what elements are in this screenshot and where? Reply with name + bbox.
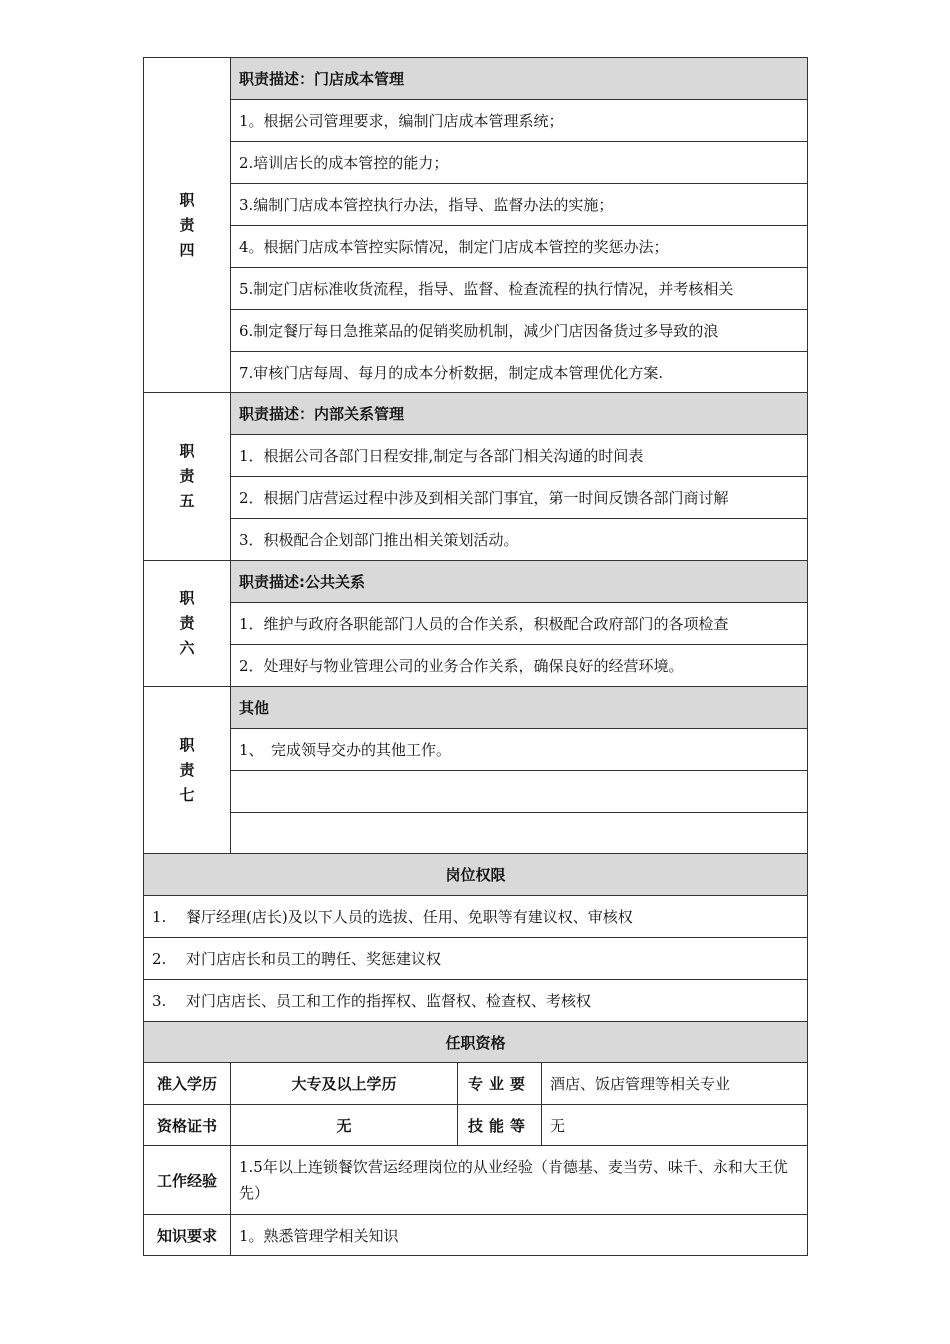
duty-6-label: 职 责 六 bbox=[144, 561, 231, 687]
permission-item bbox=[144, 896, 808, 938]
duty-4-item: 3.编制门店成本管控执行办法，指导、监督办法的实施； bbox=[231, 184, 808, 226]
duty-4-label: 职 责 四 bbox=[144, 58, 231, 393]
duty-7-item: 1、 完成领导交办的其他工作。 bbox=[231, 729, 808, 771]
skill-value: 无 bbox=[542, 1105, 808, 1146]
knowledge-label: 知识要求 bbox=[144, 1215, 231, 1256]
duty-6-item: 1．维护与政府各职能部门人员的合作关系，积极配合政府部门的各项检查 bbox=[231, 603, 808, 645]
duty-6-header: 职责描述:公共关系 bbox=[231, 561, 808, 603]
experience-label: 工作经验 bbox=[144, 1146, 231, 1215]
duty-6-item: 2．处理好与物业管理公司的业务合作关系，确保良好的经营环境。 bbox=[231, 645, 808, 687]
education-label: 准入学历 bbox=[144, 1063, 231, 1105]
duty-7-item-empty bbox=[231, 771, 808, 813]
duty-7-header: 其他 bbox=[231, 687, 808, 729]
education-value: 大专及以上学历 bbox=[231, 1063, 458, 1105]
duty-4-item: 4。根据门店成本管控实际情况，制定门店成本管控的奖惩办法； bbox=[231, 226, 808, 268]
duty-5-item: 1．根据公司各部门日程安排,制定与各部门相关沟通的时间表 bbox=[231, 435, 808, 477]
duty-7-item-empty bbox=[231, 813, 808, 854]
certificate-label: 资格证书 bbox=[144, 1105, 231, 1146]
permission-number: 3. bbox=[152, 992, 167, 1010]
permission-item bbox=[144, 938, 808, 980]
certificate-value: 无 bbox=[231, 1105, 458, 1146]
duty-5-item: 2．根据门店营运过程中涉及到相关部门事宜，第一时间反馈各部门商讨解 bbox=[231, 477, 808, 519]
duty-4-header: 职责描述：门店成本管理 bbox=[231, 58, 808, 100]
job-description-table bbox=[143, 57, 808, 1256]
permissions-title: 岗位权限 bbox=[144, 854, 808, 896]
duty-5-label: 职 责 五 bbox=[144, 393, 231, 561]
duty-5-item: 3．积极配合企划部门推出相关策划活动。 bbox=[231, 519, 808, 561]
permission-text: 对门店店长和员工的聘任、奖惩建议权 bbox=[186, 950, 442, 968]
permission-text: 对门店店长、员工和工作的指挥权、监督权、检查权、考核权 bbox=[186, 992, 592, 1010]
duty-5-header: 职责描述：内部关系管理 bbox=[231, 393, 808, 435]
duty-4-item: 7.审核门店每周、每月的成本分析数据，制定成本管理优化方案. bbox=[231, 352, 808, 393]
permission-number: 1. bbox=[152, 908, 167, 926]
permission-item bbox=[144, 980, 808, 1022]
permission-text: 餐厅经理(店长)及以下人员的选拔、任用、免职等有建议权、审核权 bbox=[186, 908, 633, 926]
permission-number: 2. bbox=[152, 950, 167, 968]
duty-4-item: 6.制定餐厅每日急推菜品的促销奖励机制，减少门店因备货过多导致的浪 bbox=[231, 310, 808, 352]
duty-4-item: 2.培训店长的成本管控的能力； bbox=[231, 142, 808, 184]
duty-4-item: 1。根据公司管理要求，编制门店成本管理系统； bbox=[231, 100, 808, 142]
skill-label: 技能等 bbox=[458, 1105, 542, 1146]
major-value: 酒店、饭店管理等相关专业 bbox=[542, 1063, 808, 1105]
experience-value: 1.5年以上连锁餐饮营运经理岗位的从业经验（肯德基、麦当劳、味千、永和大王优先） bbox=[231, 1146, 808, 1215]
major-label: 专业要 bbox=[458, 1063, 542, 1105]
duty-7-label: 职 责 七 bbox=[144, 687, 231, 854]
duty-4-item: 5.制定门店标准收货流程，指导、监督、检查流程的执行情况，并考核相关 bbox=[231, 268, 808, 310]
knowledge-value: 1。熟悉管理学相关知识 bbox=[231, 1215, 808, 1256]
qualifications-title: 任职资格 bbox=[144, 1022, 808, 1063]
